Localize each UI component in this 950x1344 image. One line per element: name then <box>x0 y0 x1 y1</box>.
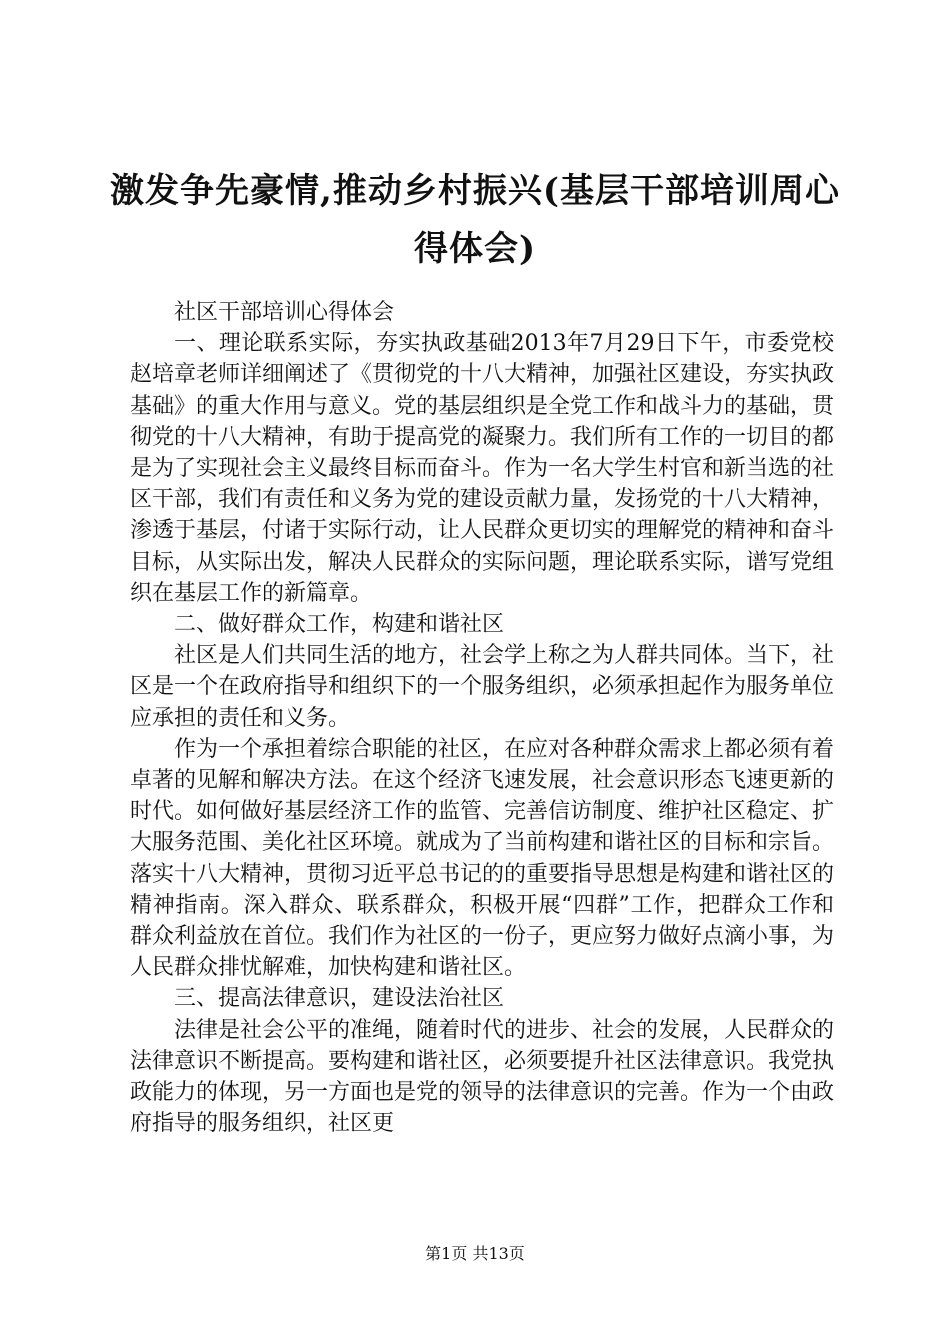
paragraph: 作为一个承担着综合职能的社区，在应对各种群众需求上都必须有着卓著的见解和解决方法。在这个经济飞速发展，社会意识形态飞速更新的时代。如何做好基层经济工作的监管、完善信访制度、维护社区稳定、扩大服务范围、美化社区环境。就成为了当前构建和谐社区的目标和宗旨。落实十八大精神，贯彻习近平总书记的的重要指导思想是构建和谐社区的精神指南。深入群众、联系群众，积极开展“四群”工作，把群众工作和群众利益放在首位。我们作为社区的一份子，更应努力做好点滴小事，为人民群众排忧解难，加快构建和谐社区。 <box>130 736 835 981</box>
paragraph: 法律是社会公平的准绳，随着时代的进步、社会的发展，人民群众的法律意识不断提高。要构建和谐社区，必须要提升社区法律意识。我党执政能力的体现，另一方面也是党的领导的法律意识的完善。作为一个由政府指导的服务组织，社区更 <box>130 1017 835 1137</box>
paragraph: 社区是人们共同生活的地方，社会学上称之为人群共同体。当下，社区是一个在政府指导和组织下的一个服务组织，必须承担起作为服务单位应承担的责任和义务。 <box>130 643 835 731</box>
paragraph-heading: 社区干部培训心得体会 <box>174 300 395 325</box>
document-body <box>130 297 834 1139</box>
page-footer: 第1页 共13页 <box>425 1244 525 1263</box>
section-heading: 三、提高法律意识，建设法治社区 <box>174 986 505 1012</box>
section-heading: 二、做好群众工作，构建和谐社区 <box>174 612 505 638</box>
paragraph: 一、理论联系实际，夯实执政基础2013年7月29日下午，市委党校赵培章老师详细阐述了《贯彻党的十八大精神，加强社区建设，夯实执政基础》的重大作用与意义。党的基层组织是全党工作和战斗力的基础，贯彻党的十八大精神，有助于提高党的凝聚力。我们所有工作的一切目的都是为了实现社会主义最终目标而奋斗。作为一名大学生村官和新当选的社区干部，我们有责任和义务为党的建设贡献力量，发扬党的十八大精神，渗透于基层，付诸于实际行动，让人民群众更切实的理解党的精神和奋斗目标，从实际出发，解决人民群众的实际问题，理论联系实际，谱写党组织在基层工作的新篇章。 <box>130 331 835 606</box>
document-title: 激发争先豪情,推动乡村振兴(基层干部培训周心得体会) <box>110 171 840 269</box>
